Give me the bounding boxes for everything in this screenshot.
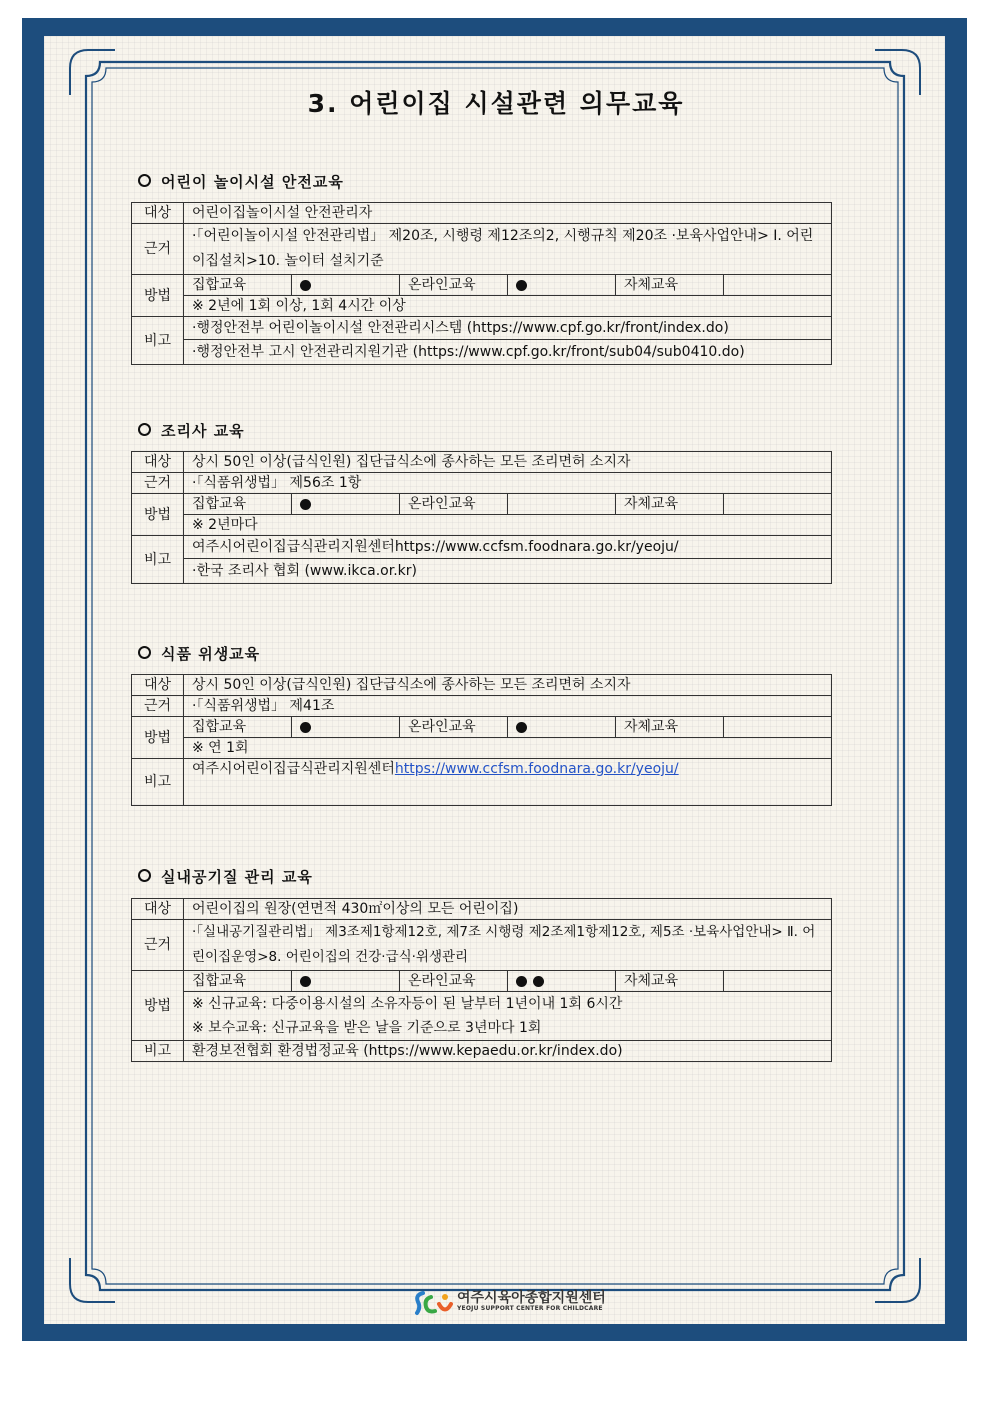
method-self-mark (724, 275, 832, 296)
table-row (132, 203, 832, 224)
target-value: 어린이집의 원장(연면적 430㎡이상의 모든 어린이집) (184, 899, 832, 920)
table-row (132, 452, 832, 473)
filled-dot-icon (516, 976, 527, 987)
filled-dot-icon (300, 976, 311, 987)
remark-line: ·행정안전부 고시 안전관리지원기관 (https://www.cpf.go.kr/front/sub04/sub0410.do) (184, 340, 832, 365)
foodnara-link[interactable]: https://www.ccfsm.foodnara.go.kr/yeoju/ (394, 761, 679, 777)
remark-line: 여주시어린이집급식관리지원센터https://www.ccfsm.foodnara.go.kr/yeoju/ (184, 759, 832, 806)
table-row (132, 515, 832, 536)
method-note: ※ 2년마다 (184, 515, 832, 536)
table-row (132, 559, 832, 584)
method-self-mark (724, 717, 832, 738)
method-group-mark (292, 971, 400, 992)
row-label-remarks: 비고 (132, 536, 184, 584)
circle-bullet-icon (138, 646, 151, 659)
filled-dot-icon (516, 280, 527, 291)
row-label-target: 대상 (132, 203, 184, 224)
table-row (132, 1041, 832, 1062)
table-row (132, 696, 832, 717)
table-cook-education (131, 451, 832, 584)
table-indoor-air (131, 898, 832, 1062)
logo-name-english: YEOJU SUPPORT CENTER FOR CHILDCARE (457, 1305, 603, 1312)
method-self: 자체교육 (616, 971, 724, 992)
method-note: ※ 연 1회 (184, 738, 832, 759)
method-online-mark (508, 971, 616, 992)
filled-dot-icon (300, 280, 311, 291)
filled-dot-icon (516, 722, 527, 733)
method-group-mark (292, 275, 400, 296)
target-value: 어린이집놀이시설 안전관리자 (184, 203, 832, 224)
basis-value: ·「어린이놀이시설 안전관리법」 제20조, 시행령 제12조의2, 시행규칙 제20조 ·보육사업안내> Ⅰ. 어린이집설치>10. 놀이터 설치기준 (184, 224, 832, 275)
method-online-mark (508, 494, 616, 515)
filled-dot-icon (300, 722, 311, 733)
table-row (132, 920, 832, 971)
method-self: 자체교육 (616, 275, 724, 296)
method-self: 자체교육 (616, 494, 724, 515)
table-row (132, 275, 832, 296)
table-food-hygiene (131, 674, 832, 806)
row-label-method: 방법 (132, 717, 184, 759)
basis-value: ·「실내공기질관리법」 제3조제1항제12호, 제7조 시행령 제2조제1항제12호, 제5조 ·보육사업안내> Ⅱ. 어린이집운영>8. 어린이집의 건강·급식·위생관리 (184, 920, 832, 971)
table-row (132, 494, 832, 515)
method-note: ※ 보수교육: 신규교육을 받은 날을 기준으로 3년마다 1회 (184, 1016, 832, 1041)
logo-name-korean: 여주시육아종합지원센터 (457, 1290, 606, 1306)
method-group: 집합교육 (184, 275, 292, 296)
table-row (132, 738, 832, 759)
table-row (132, 536, 832, 559)
logo-mark-icon (413, 1287, 455, 1317)
circle-bullet-icon (138, 869, 151, 882)
circle-bullet-icon (138, 174, 151, 187)
table-row (132, 224, 832, 275)
row-label-basis: 근거 (132, 696, 184, 717)
table-playground-safety (131, 202, 832, 365)
table-row (132, 296, 832, 317)
method-group: 집합교육 (184, 494, 292, 515)
row-label-target: 대상 (132, 452, 184, 473)
row-label-method: 방법 (132, 494, 184, 536)
table-row (132, 899, 832, 920)
filled-dot-icon (533, 976, 544, 987)
method-self-mark (724, 494, 832, 515)
row-label-method: 방법 (132, 971, 184, 1041)
page-title: 3. 어린이집 시설관련 의무교육 (307, 89, 685, 118)
method-group: 집합교육 (184, 971, 292, 992)
method-online-mark (508, 717, 616, 738)
basis-value: ·「식품위생법」 제41조 (184, 696, 832, 717)
row-label-basis: 근거 (132, 224, 184, 275)
row-label-remarks: 비고 (132, 317, 184, 365)
remark-line: 여주시어린이집급식관리지원센터https://www.ccfsm.foodnara.go.kr/yeoju/ (184, 536, 832, 559)
remark-line: 환경보전협회 환경법정교육 (https://www.kepaedu.or.kr/index.do) (184, 1041, 832, 1062)
row-label-basis: 근거 (132, 920, 184, 971)
target-value: 상시 50인 이상(급식인원) 집단급식소에 종사하는 모든 조리면허 소지자 (184, 452, 832, 473)
circle-bullet-icon (138, 423, 151, 436)
table-row (132, 473, 832, 494)
method-online: 온라인교육 (400, 717, 508, 738)
section-heading-playground: 어린이 놀이시설 안전교육 (138, 171, 344, 192)
method-online: 온라인교육 (400, 275, 508, 296)
remark-line: ·한국 조리사 협회 (www.ikca.or.kr) (184, 559, 832, 584)
remark-line: ·행정안전부 어린이놀이시설 안전관리시스템 (https://www.cpf.go.kr/front/index.do) (184, 317, 832, 340)
section-heading-cook: 조리사 교육 (138, 420, 245, 441)
target-value: 상시 50인 이상(급식인원) 집단급식소에 종사하는 모든 조리면허 소지자 (184, 675, 832, 696)
center-logo (413, 1287, 613, 1319)
table-row (132, 717, 832, 738)
method-self-mark (724, 971, 832, 992)
table-row (132, 971, 832, 992)
row-label-remarks: 비고 (132, 1041, 184, 1062)
row-label-target: 대상 (132, 899, 184, 920)
method-note: ※ 신규교육: 다중이용시설의 소유자등이 된 날부터 1년이내 1회 6시간 (184, 992, 832, 1017)
row-label-remarks: 비고 (132, 759, 184, 806)
method-group-mark (292, 494, 400, 515)
table-row (132, 992, 832, 1017)
row-label-target: 대상 (132, 675, 184, 696)
table-row (132, 317, 832, 340)
basis-value: ·「식품위생법」 제56조 1항 (184, 473, 832, 494)
method-group-mark (292, 717, 400, 738)
table-row (132, 340, 832, 365)
section-heading-air-quality: 실내공기질 관리 교육 (138, 866, 313, 887)
row-label-method: 방법 (132, 275, 184, 317)
method-note: ※ 2년에 1회 이상, 1회 4시간 이상 (184, 296, 832, 317)
table-row (132, 675, 832, 696)
section-heading-hygiene: 식품 위생교육 (138, 643, 260, 664)
method-online: 온라인교육 (400, 494, 508, 515)
table-row (132, 759, 832, 806)
method-group: 집합교육 (184, 717, 292, 738)
row-label-basis: 근거 (132, 473, 184, 494)
method-online-mark (508, 275, 616, 296)
method-self: 자체교육 (616, 717, 724, 738)
method-online: 온라인교육 (400, 971, 508, 992)
filled-dot-icon (300, 499, 311, 510)
table-row (132, 1016, 832, 1041)
